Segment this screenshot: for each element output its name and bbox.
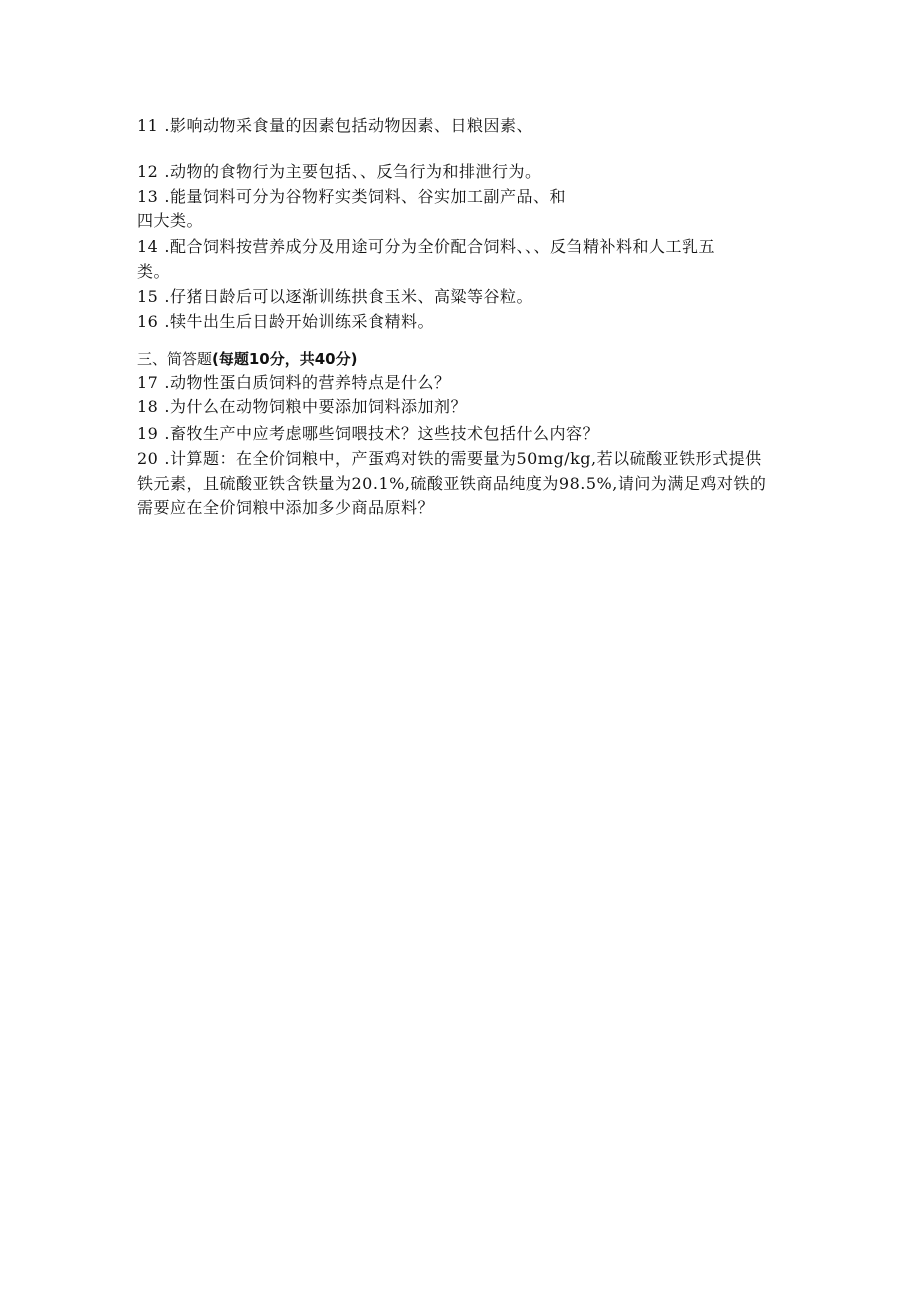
question-12: [137, 161, 541, 183]
question-20-continued: [137, 497, 434, 519]
question-number: 12: [137, 162, 159, 181]
question-number: 20: [137, 449, 159, 468]
question-text: .为什么在动物饲粮中要添加饲料添加剂？: [164, 397, 467, 416]
question-11: [137, 115, 533, 137]
question-number: 17: [137, 373, 159, 392]
question-text: 需要应在全价饲粮中添加多少商品原料？: [137, 498, 435, 517]
question-text: .犊牛出生后日龄开始训练采食精料。: [164, 312, 434, 331]
question-14: [137, 236, 715, 258]
section-note: (每题10分，共40分): [212, 350, 358, 368]
question-text: .影响动物采食量的因素包括动物因素、日粮因素、: [164, 116, 533, 135]
question-text: 四大类。: [137, 211, 204, 230]
question-14-continued: [137, 261, 170, 283]
question-number: 13: [137, 187, 159, 206]
question-text: .计算题：在全价饲粮中，产蛋鸡对铁的需要量为50mg/kg,若以硫酸亚铁形式提供: [164, 449, 762, 468]
question-text: .能量饲料可分为谷物籽实类饲料、谷实加工副产品、和: [164, 187, 566, 206]
question-text: .动物的食物行为主要包括、、反刍行为和排泄行为。: [164, 162, 542, 181]
question-15: [137, 286, 533, 308]
section-title: 三、简答题: [137, 350, 213, 368]
question-number: 16: [137, 312, 159, 331]
question-17: [137, 372, 450, 394]
question-text: .畜牧生产中应考虑哪些饲喂技术？这些技术包括什么内容？: [164, 424, 599, 443]
question-20-continued: [137, 473, 766, 495]
question-13: [137, 186, 566, 208]
question-text: .动物性蛋白质饲料的营养特点是什么？: [164, 373, 451, 392]
question-number: 11: [137, 116, 159, 135]
question-number: 15: [137, 287, 159, 306]
question-text: 类。: [137, 262, 171, 281]
question-number: 18: [137, 397, 159, 416]
question-20: [137, 448, 762, 470]
question-16: [137, 311, 434, 333]
question-18: [137, 396, 467, 418]
question-number: 19: [137, 424, 159, 443]
question-text: .配合饲料按营养成分及用途可分为全价配合饲料、、、反刍精补料和人工乳五: [164, 237, 715, 256]
section-heading: [137, 348, 357, 370]
question-text: 铁元素，且硫酸亚铁含铁量为20.1%,硫酸亚铁商品纯度为98.5%,请问为满足鸡对铁的: [137, 474, 767, 493]
question-number: 14: [137, 237, 159, 256]
question-19: [137, 423, 599, 445]
question-text: .仔猪日龄后可以逐渐训练拱食玉米、高粱等谷粒。: [164, 287, 533, 306]
question-13-continued: [137, 210, 203, 232]
